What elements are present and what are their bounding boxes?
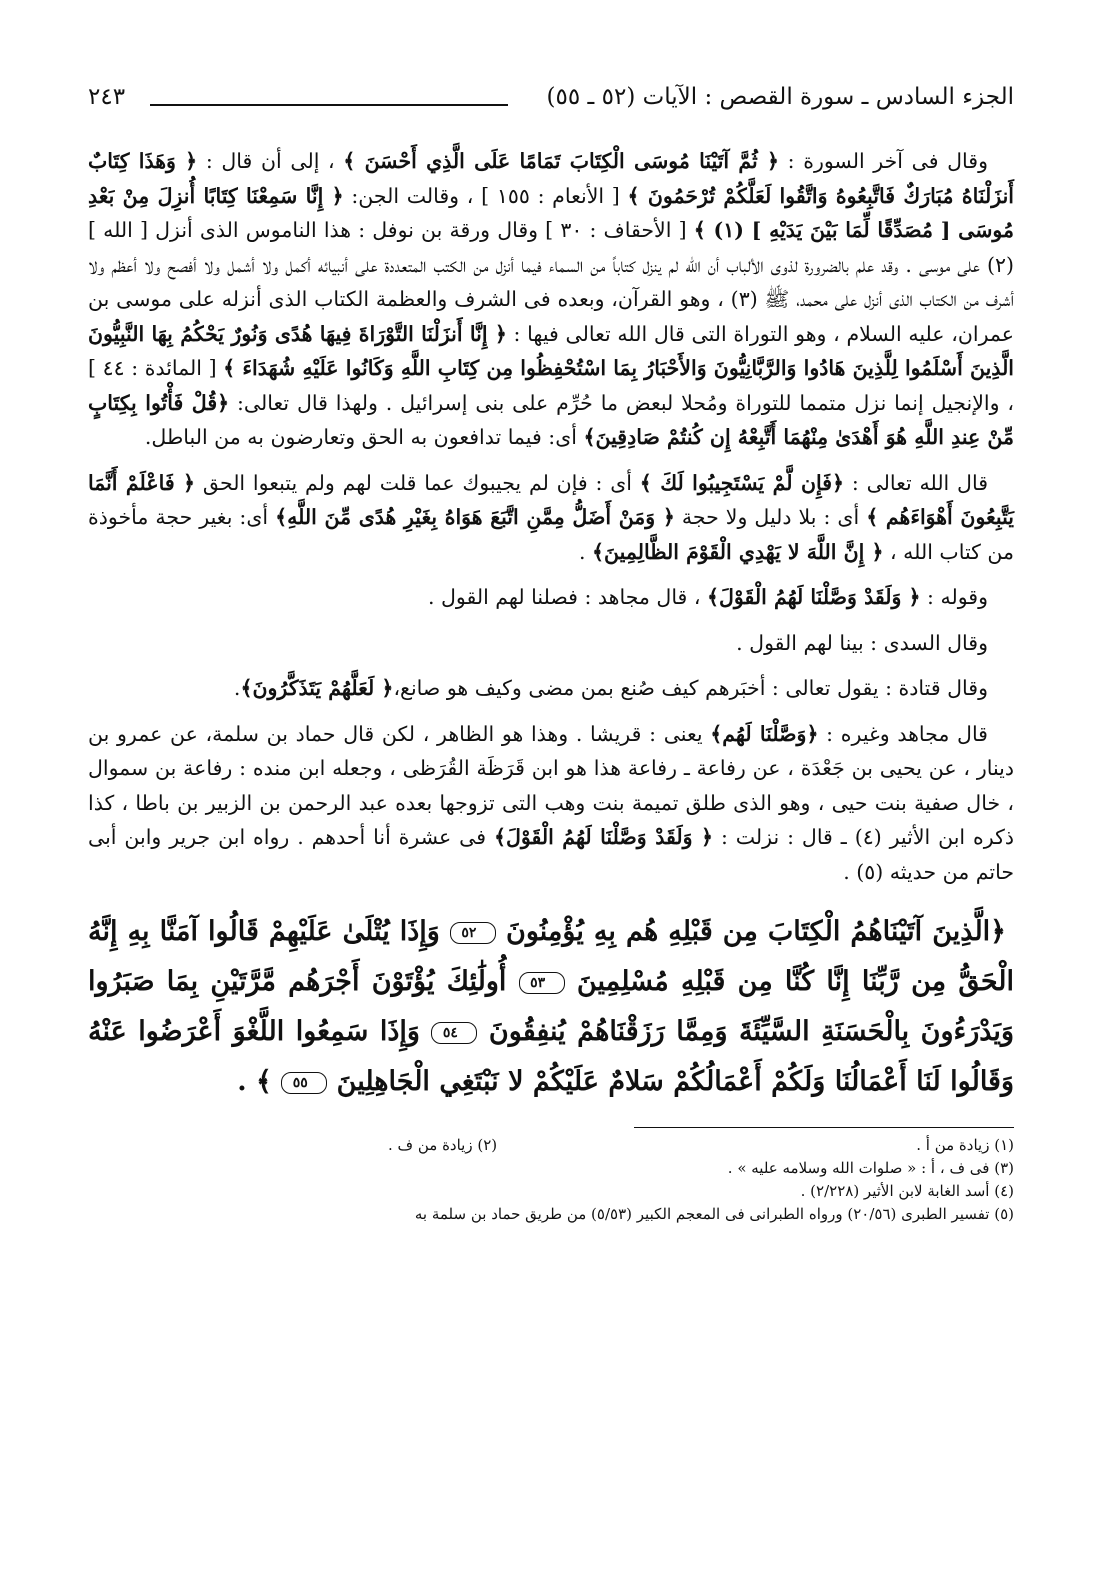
- quran-quote: ﴿فَإِن لَّمْ يَسْتَجِيبُوا لَكَ ﴾: [639, 470, 845, 495]
- quran-quote: ﴿قُلْ فَأْتُوا بِكِتَابٍ مِّنْ عِندِ اللَّهِ هُوَ أَهْدَىٰ مِنْهُمَا أَتَّبِعْهُ إِن كُنتُمْ صَادِقِينَ﴾: [88, 390, 1014, 449]
- verse-number-marker: ٥٢: [450, 922, 496, 944]
- footnotes: [88, 1134, 1014, 1226]
- verses-closing-bracket: ﴾ .: [237, 1066, 272, 1097]
- paragraph: [88, 717, 1014, 890]
- quran-quote: ﴿ فَاعْلَمْ أَنَّمَا يَتَّبِعُونَ أَهْوَاءَهُم ﴾: [88, 470, 1015, 529]
- commentary-span: وقال فى آخر السورة :: [779, 149, 988, 173]
- commentary-span: ، قال مجاهد : فصلنا لهم القول .: [427, 585, 708, 609]
- running-header: [88, 78, 1014, 118]
- commentary-span: .: [233, 676, 241, 700]
- quran-quote: ﴿ إِنَّ اللَّهَ لا يَهْدِي الْقَوْمَ الظَّالِمِينَ﴾: [592, 539, 884, 564]
- paragraph: [88, 466, 1014, 570]
- verse-number-marker: ٥٥: [281, 1072, 327, 1094]
- commentary-span: وقال السدى : بينا لهم القول .: [736, 630, 988, 655]
- commentary-span: أى : بلا دليل ولا حجة: [674, 505, 867, 529]
- quran-quote: ﴿ وَلَقَدْ وَصَّلْنَا لَهُمُ الْقَوْلَ﴾: [493, 825, 714, 849]
- verses-text: [88, 907, 1014, 1107]
- paragraph: [88, 626, 1014, 661]
- commentary-span: قال الله تعالى :: [844, 470, 988, 495]
- footnote-1: (١) زيادة من أ .: [916, 1136, 1014, 1154]
- commentary-span: وقال قتادة : يقول تعالى : أخبَرهم كيف صُنع بمن مضى وكيف هو صانع،: [393, 676, 988, 700]
- verse-text: أُولَٰئِكَ يُؤْتَوْنَ أَجْرَهُم مَّرَّتَيْنِ بِمَا صَبَرُوا وَيَدْرَءُونَ بِالْحَسَنَةِ السَّيِّئَةَ وَمِمَّا رَزَقْنَاهُمْ يُنفِقُونَ: [88, 966, 1014, 1047]
- quran-quote: ﴿ ثُمَّ آتَيْنَا مُوسَى الْكِتَابَ تَمَامًا عَلَى الَّذِي أَحْسَنَ ﴾: [343, 149, 780, 173]
- footnote-3: (٣) فى ف ، أ : « صلوات الله وسلامه عليه » .: [727, 1159, 1014, 1177]
- commentary-span: فى عشرة أنا أحدهم . رواه ابن جرير وابن أبى حاتم من حديثه (٥) .: [88, 825, 1014, 884]
- quran-quote: ﴿وَصَّلْنَا لَهُم﴾: [710, 721, 819, 746]
- verse-number-marker: ٥٣: [519, 972, 565, 994]
- quran-quote: ﴿ إِنَّا سَمِعْنَا كِتَابًا أُنزِلَ مِنْ بَعْدِ مُوسَى [ مُصَدِّقًا لِّمَا بَيْنَ يَدَيْهِ ] (١) ﴾: [88, 183, 1014, 242]
- verse-text: ﴿الَّذِينَ آتَيْنَاهُمُ الْكِتَابَ مِن قَبْلِهِ هُم بِهِ يُؤْمِنُونَ: [495, 916, 1006, 947]
- verse-text: وَإِذَا سَمِعُوا اللَّغْوَ أَعْرَضُوا عَنْهُ وَقَالُوا لَنَا أَعْمَالُنَا وَلَكُمْ أَعْمَالُكُمْ سَلامٌ عَلَيْكُمْ لا نَبْتَغِي الْجَاهِلِينَ: [88, 1016, 1014, 1097]
- footnote-rule: [634, 1127, 1014, 1128]
- commentary-span: يعنى : قريشا . وهذا هو الظاهر ، لكن قال حماد بن سلمة، عن عمرو بن دينار ، عن يحيى بن جَعْدَة ، عن رفاعة ـ رفاعة هذا هو ابن قَرَظَة القُرَظى ، وجعله ابن منده : رفاعة بن سموال ، خال صفية بنت حيى ، وهو الذى طلق تميمة بنت وهب التى تزوجها بعده عبد الرحمن بن الزبير بن باطا ، كذا ذكره ابن الأثير (٤) ـ قال : نزلت :: [88, 721, 1014, 849]
- commentary-span: [ الأحقاف : ٣٠ ] وقال ورقة بن نوفل : هذا الناموس الذى أنزل [ الله ] (٢) على موسى . وقد علم بالضرورة لذوى الألباب أن الله لم ينزل كتاباً من السماء فيما أنزل من الكتب المتعددة على أنبيائه أكمل ولا أشمل ولا أفصح ولا أعظم ولا أشرف من الكتاب الذى أنزل على محمد، ﷺ (٣) ، وهو القرآن، وبعده فى الشرف والعظمة الكتاب الذى أنزله على موسى بن عمران، عليه السلام ، وهو التوراة التى قال الله تعالى فيها :: [88, 218, 1014, 346]
- quran-quote: ﴿ إِنَّا أَنزَلْنَا التَّوْرَاةَ فِيهَا هُدًى وَنُورٌ يَحْكُمُ بِهَا النَّبِيُّونَ الَّذِينَ أَسْلَمُوا لِلَّذِينَ هَادُوا وَالرَّبَّانِيُّونَ وَالأَحْبَارُ بِمَا اسْتُحْفِظُوا مِن كِتَابِ اللَّهِ وَكَانُوا عَلَيْهِ شُهَدَاءَ ﴾: [88, 321, 1015, 380]
- footnote-5: (٥) تفسير الطبرى (٢٠/٥٦) ورواه الطبرانى فى المعجم الكبير (٥/٥٣) من طريق حماد بن سلمة به: [414, 1205, 1014, 1223]
- commentary-span: ، إلى أن قال :: [197, 149, 344, 173]
- commentary-text: [88, 144, 1014, 889]
- commentary-span: [ المائدة : ٤٤ ] ، والإنجيل إنما نزل متمما للتوراة ومُحلا لبعض ما حُرِّم على بنى إسرائيل . ولهذا قال تعالى:: [88, 356, 1015, 415]
- header-rule: [150, 104, 508, 106]
- quran-verses-block: [88, 907, 1014, 1107]
- quran-quote: ﴿ وَهَذَا كِتَابٌ أَنزَلْنَاهُ مُبَارَكٌ فَاتَّبِعُوهُ وَاتَّقُوا لَعَلَّكُمْ تُرْحَمُونَ ﴾: [88, 149, 1014, 208]
- commentary-span: .: [579, 539, 593, 564]
- commentary-span: أى : فإن لم يجيبوك عما قلت لهم ولم يتبعوا الحق: [195, 470, 640, 495]
- paragraph: [88, 580, 1014, 615]
- quran-quote: ﴿ وَلَقَدْ وَصَّلْنَا لَهُمُ الْقَوْلَ﴾: [707, 585, 921, 609]
- footnote-2: (٢) زيادة من ف .: [388, 1136, 498, 1154]
- commentary-span: وقوله :: [920, 585, 988, 609]
- commentary-span: أى: بغير حجة مأخوذة من كتاب الله ،: [88, 505, 1014, 564]
- commentary-span: [ الأنعام : ١٥٥ ] ، وقالت الجن:: [343, 183, 628, 208]
- commentary-span: أى: فيما تدافعون به الحق وتعارضون به من الباطل.: [144, 425, 584, 449]
- paragraph: [88, 144, 1014, 455]
- verse-number-marker: ٥٤: [431, 1022, 477, 1044]
- paragraph: [88, 671, 1014, 706]
- quran-quote: ﴿ وَمَنْ أَضَلُّ مِمَّنِ اتَّبَعَ هَوَاهُ بِغَيْرِ هُدًى مِّنَ اللَّهِ﴾: [275, 505, 675, 529]
- commentary-span: قال مجاهد وغيره :: [818, 721, 988, 746]
- verse-text: وَإِذَا يُتْلَىٰ عَلَيْهِمْ قَالُوا آمَنَّا بِهِ إِنَّهُ الْحَقُّ مِن رَّبِّنَا إِنَّا كُنَّا مِن قَبْلِهِ مُسْلِمِينَ: [88, 916, 1015, 997]
- quran-quote: ﴿ لَعَلَّهُمْ يَتَذَكَّرُونَ﴾: [240, 676, 394, 700]
- footnote-4: (٤) أسد الغابة لابن الأثير (٢/٢٢٨) .: [800, 1182, 1014, 1200]
- page-number: ٢٤٣: [88, 84, 126, 110]
- running-title: الجزء السادس ـ سورة القصص : الآيات (٥٢ ـ ٥٥): [546, 84, 1014, 110]
- footnote-row: [88, 1134, 1014, 1157]
